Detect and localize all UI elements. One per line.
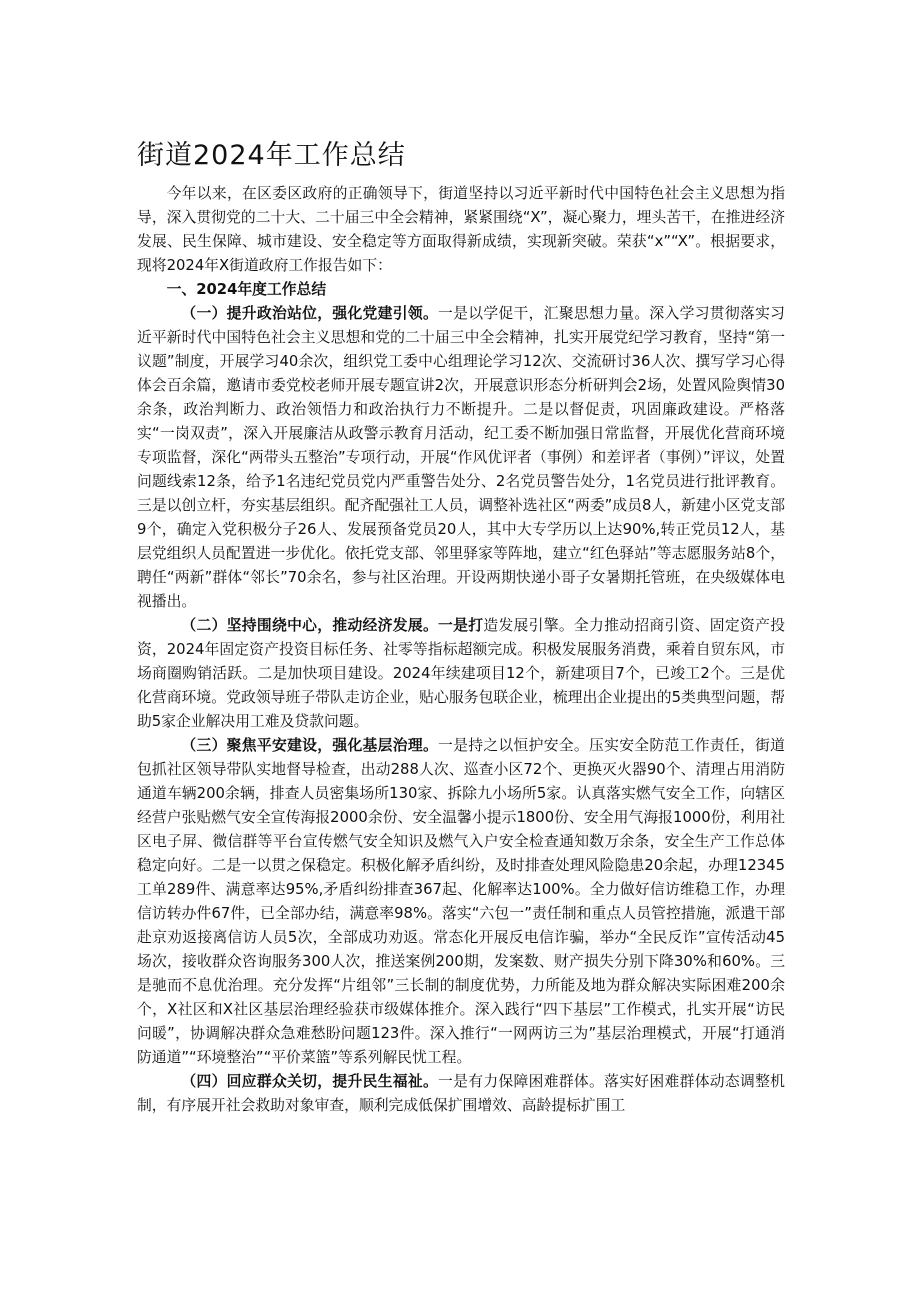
- item-lead-4: （四）回应群众关切，提升民生福祉。: [181, 1073, 439, 1090]
- item-lead-2: （二）坚持围绕中心，推动经济发展。一是打: [181, 617, 484, 634]
- item-paragraph-3: [137, 734, 785, 1070]
- item-paragraph-4: [137, 1070, 785, 1118]
- intro-paragraph: 今年以来，在区委区政府的正确领导下，街道坚持以习近平新时代中国特色社会主义思想为指导，深入贯彻党的二十大、二十届三中全会精神，紧紧围绕“X”，凝心聚力，埋头苦干，在推进经济发展、民生保障、城市建设、安全稳定等方面取得新成绩，实现新突破。荣获“x”“X”。根据要求，现将2024年X街道政府工作报告如下：: [137, 185, 785, 274]
- item-lead-3: （三）聚焦平安建设，强化基层治理。: [181, 737, 439, 754]
- item-paragraph-1: [137, 302, 785, 614]
- item-body-2: 造发展引擎。全力推动招商引资、固定资产投资，2024年固定资产投资目标任务、社零等指标超额完成。积极发展服务消费，乘着自贸东风，市场商圈购销活跃。二是加快项目建设。2024年续建项目12个，新建项目7个，已竣工2个。三是优化营商环境。党政领导班子带队走访企业，贴心服务包联企业，梳理出企业提出的5类典型问题，帮助5家企业解决用工难及贷款问题。: [137, 617, 785, 730]
- item-paragraph-2: [137, 614, 785, 734]
- document-title: 街道2024年工作总结: [137, 140, 406, 171]
- item-body-1: 一是以学促干，汇聚思想力量。深入学习贯彻落实习近平新时代中国特色社会主义思想和党的二十届三中全会精神，扎实开展党纪学习教育，坚持“第一议题”制度，开展学习40余次，组织党工委中心组理论学习12次、交流研讨36人次、撰写学习心得体会百余篇，邀请市委党校老师开展专题宣讲2次，开展意识形态分析研判会2场，处置风险舆情30余条，政治判断力、政治领悟力和政治执行力不断提升。二是以督促责，巩固廉政建设。严格落实“一岗双责”，深入开展廉洁从政警示教育月活动，纪工委不断加强日常监督，开展优化营商环境专项监督，深化“两带头五整治”专项行动，开展“作风优评者（事例）和差评者（事例）”评议，处置问题线索12条，给予1名违纪党员党内严重警告处分、2名党员警告处分，1名党员进行批评教育。三是以创立杆，夯实基层组织。配齐配强社工人员，调整补选社区“两委”成员8人，新建小区党支部9个，确定入党积极分子26人、发展预备党员20人，其中大专学历以上达90%,转正党员12人，基层党组织人员配置进一步优化。依托党支部、邻里驿家等阵地，建立“红色驿站”等志愿服务站8个，聘任“两新”群体“邻长”70余名，参与社区治理。开设两期快递小哥子女暑期托管班，在央级媒体电视播出。: [137, 305, 785, 610]
- item-body-3: 一是持之以恒护安全。压实安全防范工作责任，街道包抓社区领导带队实地督导检查，出动288人次、巡查小区72个、更换灭火器90个、清理占用消防通道车辆200余辆，排查人员密集场所130家、拆除九小场所5家。认真落实燃气安全工作，向辖区经营户张贴燃气安全宣传海报2000余份、安全温馨小提示1800份、安全用气海报1000份，利用社区电子屏、微信群等平台宣传燃气安全知识及燃气入户安全检查通知数万余条，安全生产工作总体稳定向好。二是一以贯之保稳定。积极化解矛盾纠纷，及时排查处理风险隐患20余起，办理12345工单289件、满意率达95%,矛盾纠纷排查367起、化解率达100%。全力做好信访维稳工作，办理信访转办件67件，已全部办结，满意率98%。落实“六包一”责任制和重点人员管控措施，派遣干部赴京劝返接离信访人员5次，全部成功劝返。常态化开展反电信诈骗，举办“全民反诈”宣传活动45场次，接收群众咨询服务300人次，推送案例200期，发案数、财产损失分别下降30%和60%。三是驰而不息优治理。充分发挥“片组邻”三长制的制度优势，力所能及地为群众解决实际困难200余个，X社区和X社区基层治理经验获市级媒体推介。深入践行“四下基层”工作模式，扎实开展“访民问暖”，协调解决群众急难愁盼问题123件。深入推行“一网两访三为”基层治理模式，开展“打通消防通道”“环境整治”“平价菜篮”等系列解民忧工程。: [137, 737, 785, 1066]
- item-lead-1: （一）提升政治站位，强化党建引领。: [181, 305, 439, 322]
- item-body-4: 一是有力保障困难群体。落实好困难群体动态调整机制，有序展开社会救助对象审查，顺利完成低保扩围增效、高龄提标扩围工: [137, 1073, 785, 1114]
- section-heading: 一、2024年度工作总结: [166, 281, 327, 298]
- document-body: [137, 182, 785, 1118]
